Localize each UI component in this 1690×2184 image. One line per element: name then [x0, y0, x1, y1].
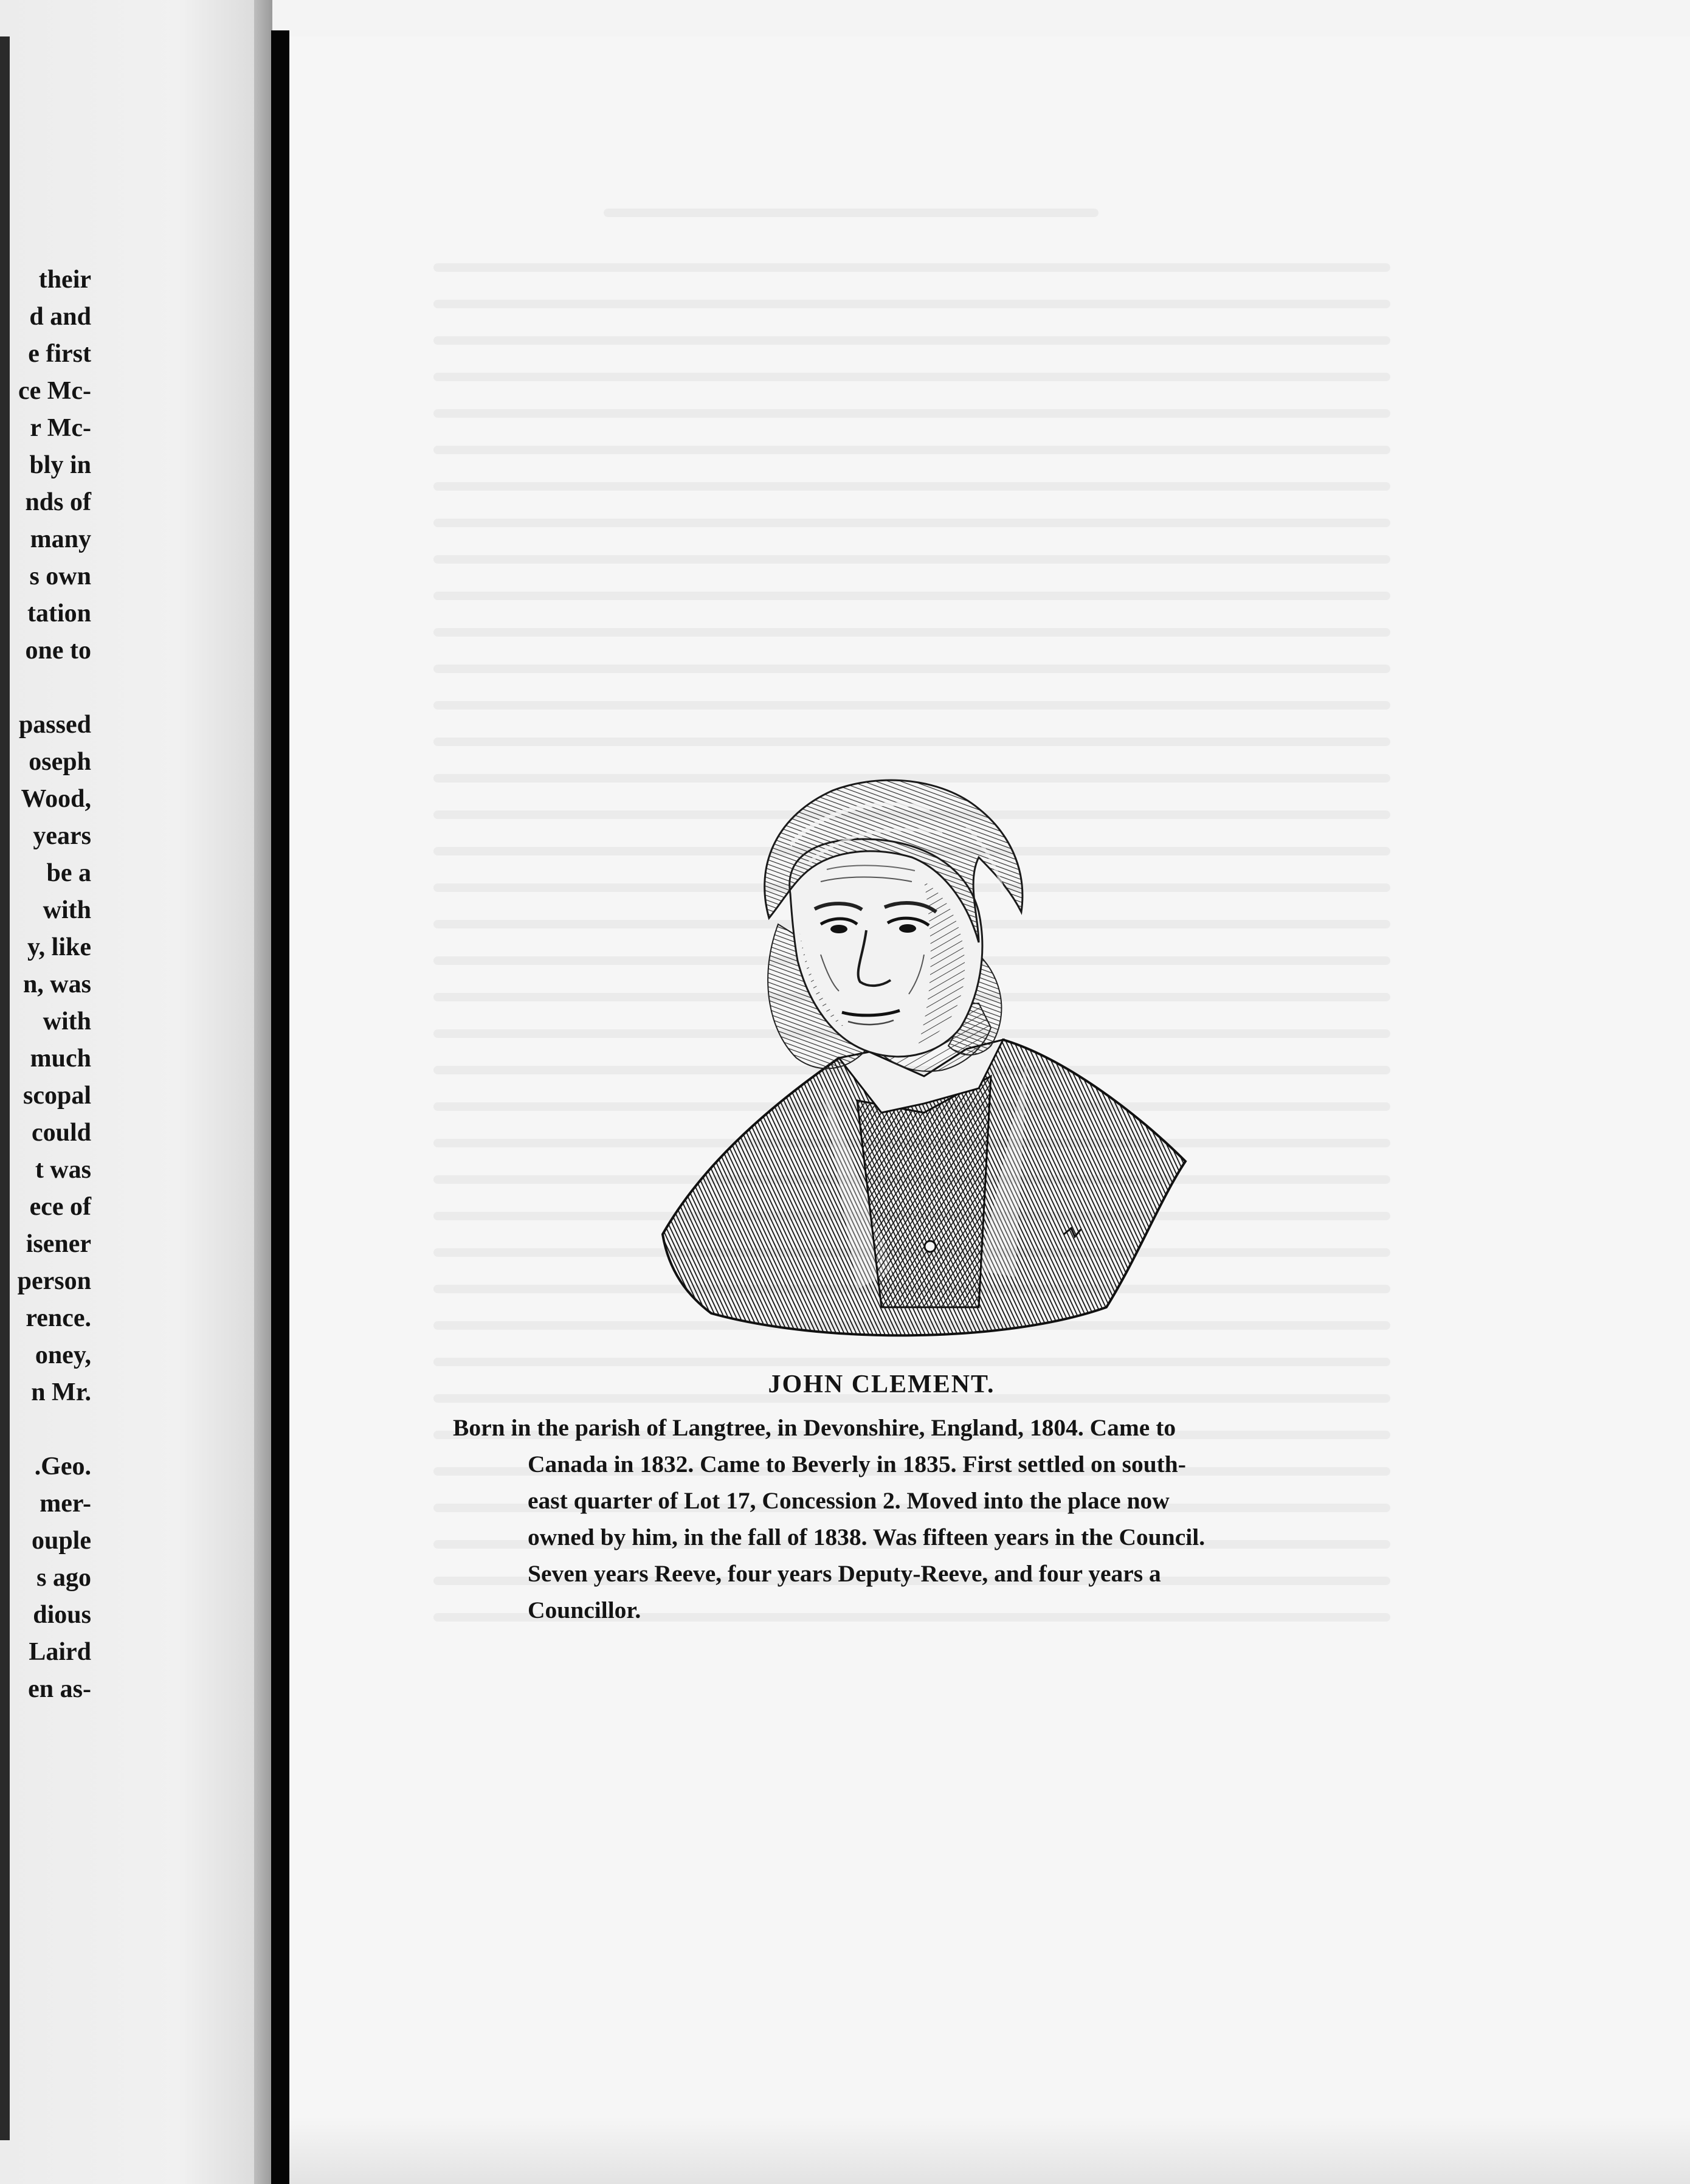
caption-line: Councillor. [528, 1597, 641, 1623]
fragment-line: years [33, 822, 91, 850]
fragment-line: oney, [35, 1341, 91, 1369]
fragment-line: Wood, [21, 785, 91, 813]
fragment-line: mer- [40, 1490, 91, 1518]
fragment-line: en as- [28, 1675, 91, 1703]
fragment-line: nds of [25, 488, 91, 516]
john-clement-portrait-engraving [638, 772, 1198, 1350]
fragment-line: oseph [29, 748, 91, 776]
fragment-line [0, 669, 91, 707]
fragment-line: be a [46, 859, 91, 887]
fragment-line: rence. [26, 1304, 91, 1332]
page-bottom-shadow [289, 2116, 1690, 2184]
fragment-line: r Mc- [30, 414, 91, 442]
fragment-line: much [30, 1045, 91, 1073]
left-page-text-fragments [0, 261, 91, 1708]
caption-line: Born in the parish of Langtree, in Devonshire, England, 1804. Came to [453, 1414, 1176, 1441]
caption-line: Seven years Reeve, four years Deputy-Reeve, and four years a [528, 1560, 1161, 1587]
fragment-line: one to [25, 637, 91, 665]
fragment-line: s own [29, 562, 91, 590]
fragment-line: Laird [29, 1638, 91, 1666]
fragment-line: person [17, 1267, 91, 1295]
portrait-caption-name: JOHN CLEMENT. [768, 1370, 995, 1398]
fragment-line: passed [18, 711, 91, 739]
fragment-line [0, 1411, 91, 1448]
fragment-line: bly in [29, 451, 91, 479]
fragment-line: scopal [22, 1082, 91, 1110]
fragment-line: d and [29, 303, 91, 331]
fragment-line: their [38, 266, 91, 294]
left-facing-page [0, 0, 255, 2184]
fragment-line: isener [26, 1230, 91, 1258]
fragment-line: with [43, 1007, 91, 1035]
fragment-line: with [43, 896, 91, 924]
fragment-line: n, was [22, 970, 91, 998]
caption-line: east quarter of Lot 17, Concession 2. Moved into the place now [528, 1487, 1170, 1514]
fragment-line: n Mr. [31, 1378, 91, 1406]
gutter-shadow [254, 0, 272, 2184]
fragment-line: e first [28, 340, 91, 368]
fragment-line: y, like [27, 933, 91, 961]
fragment-line: many [30, 525, 91, 553]
fragment-line: ece of [29, 1193, 91, 1221]
caption-line: Canada in 1832. Came to Beverly in 1835. First settled on south- [528, 1451, 1186, 1477]
fragment-line: ce Mc- [18, 377, 91, 405]
book-spine [271, 30, 289, 2184]
fragment-line: s ago [36, 1564, 91, 1592]
fragment-line: dious [33, 1601, 91, 1629]
caption-line: owned by him, in the fall of 1838. Was fifteen years in the Council. [528, 1524, 1205, 1550]
fragment-line: could [31, 1119, 91, 1147]
fragment-line: t was [35, 1156, 91, 1184]
fragment-line: .Geo. [34, 1453, 91, 1481]
fragment-line: ouple [31, 1527, 91, 1555]
fragment-line: tation [27, 600, 91, 627]
portrait-caption-biography [453, 1409, 1389, 1628]
